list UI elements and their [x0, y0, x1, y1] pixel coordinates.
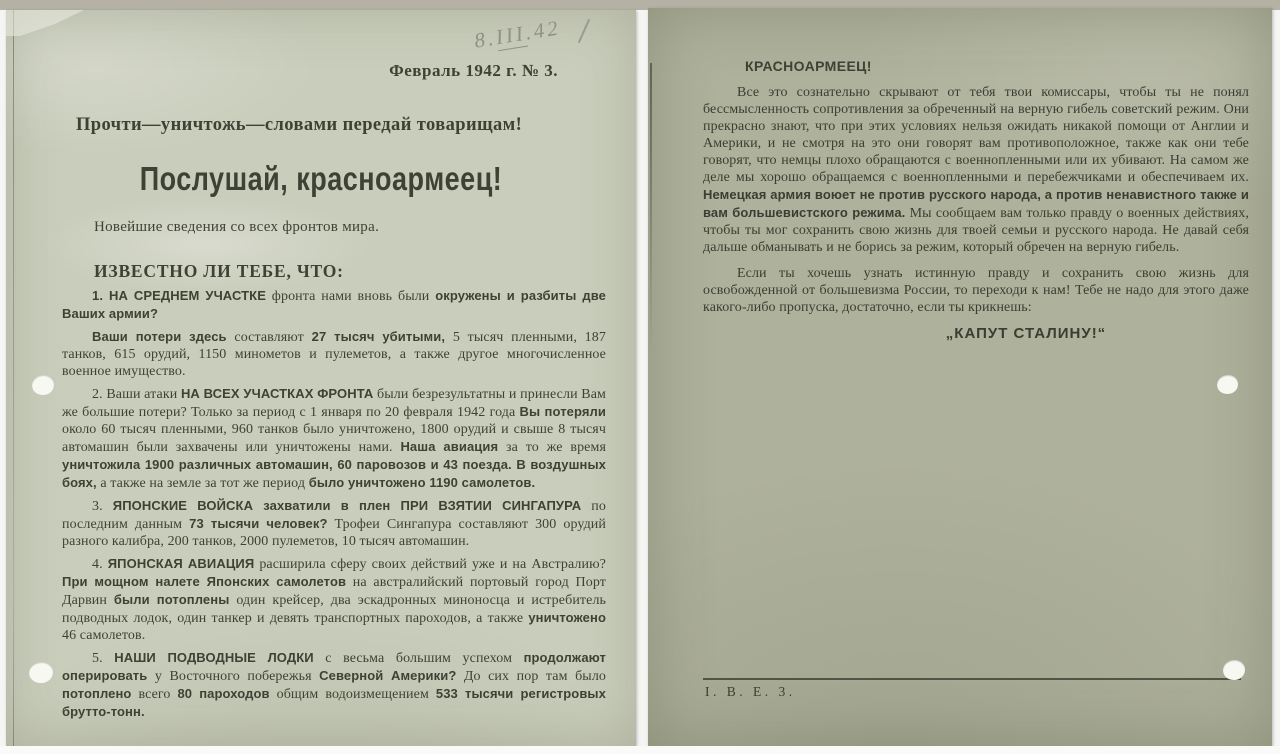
front-paragraph-1-answer: Ваши потери здесь составляют 27 тысяч убитыми, 5 тысяч пленными, 187 танков, 615 орудий, 1150 минометов и пулеметов, а также другое многочисленное военное имущество.	[62, 329, 606, 379]
slogan-line: „КАПУТ СТАЛИНУ!“	[945, 325, 1107, 342]
footer-rule	[703, 678, 1241, 680]
handwritten-day: 8.	[472, 25, 498, 53]
leaflet-title: Послушай, красноармеец!	[139, 160, 503, 198]
front-paragraph-3: 3. ЯПОНСКИЕ ВОЙСКА захватили в плен ПРИ ВЗЯТИИ СИНГАПУРА по последним данным 73 тысячи человек? Трофеи Сингапура составляют 300 орудий разного калибра, 200 танков, 2000 пулеметов, 10 тысяч автомашин.	[62, 498, 606, 549]
punch-hole	[32, 375, 54, 395]
leaflet-subtitle: Новейшие сведения со всех фронтов мира.	[94, 219, 380, 235]
handwritten-date-note	[473, 15, 563, 53]
issue-date-number: Февраль 1942 г. № 3.	[389, 61, 558, 80]
footer-code-mark: І. В. Е. 3.	[705, 684, 796, 699]
front-page-body	[62, 287, 606, 726]
instruction-line: Прочти—уничтожь—словами передай товарищам!	[76, 115, 523, 135]
front-paragraph-2: 2. Ваши атаки НА ВСЕХ УЧАСТКАХ ФРОНТА были безрезультатны и принесли Вам же большие потери? Только за период с 1 января по 20 февраля 1942 года Вы потеряли около 60 тысяч пленными, 960 танков было уничтожено, 1800 орудий и свыше 8 тысяч автомашин были захвачены или уничтожены нами. Наша авиация за то же время уничтожила 1900 различных автомашин, 60 паровозов и 43 поезда. В воздушных боях, а также на земле за тот же период было уничтожено 1190 самолетов.	[62, 386, 607, 491]
section-heading: ИЗВЕСТНО ЛИ ТЕБЕ, ЧТО:	[94, 261, 344, 281]
punch-hole	[1217, 375, 1238, 394]
back-page-heading: КРАСНОАРМЕЕЦ!	[745, 58, 872, 74]
back-paragraph-2: Если ты хочешь узнать истинную правду и сохранить свою жизнь для освобожденной от большевизма России, то переходи к нам! Тебе не надо для этого даже какого-либо пропуска, достаточно, если ты крикнешь:	[703, 266, 1249, 315]
back-page-body	[703, 84, 1249, 347]
punch-hole	[1223, 660, 1245, 680]
back-paragraph-1: Все это сознательно скрывают от тебя твои комиссары, чтобы ты не понял бессмысленность сопротивления за обреченный на верную гибель советский режим. Они прекрасно знают, что при этих условиях нельзя ожидать никакой помощи от Англии и Америки, и не смотря на это они говорят вам противоположное, также как они тебе говорят, что немцы плохо обращаются с военнопленными или их убивают. На самом же деле мы хорошо обращаемся с военнопленными и перебежчиками и обеспечиваем их. Немецкая армия воюет не против русского народа, а против ненавистного также и вам большевистского режима. Мы сообщаем вам только правду о военных действиях, чтобы ты мог сохранить свою жизнь для твоей семьи и русского народа. Не давай себя дальше обманывать и не борись за режим, который обречен на верную гибель.	[703, 85, 1249, 255]
leaflet-back-page	[648, 8, 1272, 747]
front-paragraph-4: 4. ЯПОНСКАЯ АВИАЦИЯ расширила сферу своих действий уже и на Австралию? При мощном налете Японских самолетов на австралийский портовый город Порт Дарвин были потоплены один крейсер, два эскадронных миноносца и истребитель подводных лодок, один танкер и девять транспортных пароходов, а также уничтожено 46 самолетов.	[62, 556, 607, 643]
handwritten-month-roman: III	[494, 20, 528, 50]
punch-hole	[29, 662, 53, 683]
handwritten-year: .42	[523, 15, 563, 45]
scanner-background-bottom	[0, 746, 1280, 754]
pencil-stroke-mark	[578, 19, 590, 44]
front-paragraph-5: 5. НАШИ ПОДВОДНЫЕ ЛОДКИ с весьма большим успехом продолжают оперировать у Восточного побережья Северной Америки? До сих пор там было потоплено всего 80 пароходов общим водоизмещением 533 тысячи регистровых брутто-тонн.	[62, 650, 607, 719]
front-paragraph-1: 1. НА СРЕДНЕМ УЧАСТКЕ фронта нами вновь были окружены и разбиты две Ваших армии?	[62, 288, 606, 321]
leaflet-front-page	[6, 10, 636, 746]
